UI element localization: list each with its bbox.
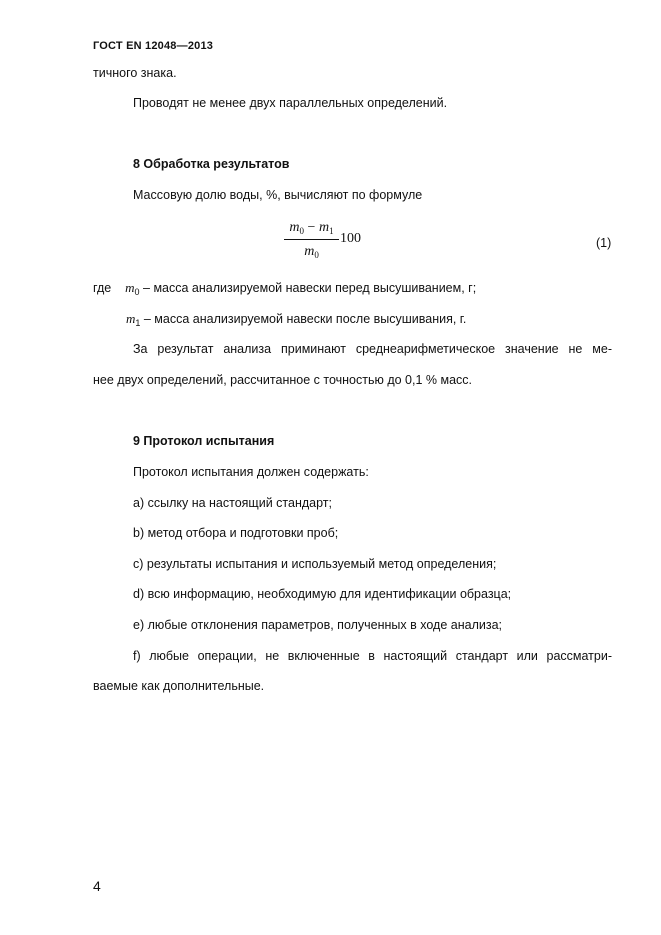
section-8-title: 8 Обработка результатов [133,157,290,171]
list-item-e: e) любые отклонения параметров, полученных в ходе анализа; [133,618,503,632]
list-item-f-line2: ваемые как дополнительные. [93,679,265,693]
section-9-title: 9 Протокол испытания [133,434,275,448]
formula-numerator: $m_0 - m_1$ [289,220,334,236]
formula-fraction [284,220,339,260]
page-number: 4 [93,878,101,894]
result-paragraph-line1: За результат анализа приминают среднеарифметическое значение не ме- [133,342,612,356]
section-9-intro: Протокол испытания должен содержать: [133,465,369,479]
fraction-bar [284,239,339,240]
paragraph-parallel: Проводят не менее двух параллельных определений. [133,96,448,110]
paragraph-continuation: тичного знака. [93,66,177,80]
equation-number: (1) [596,236,612,250]
definition-m0: где $m_0$ – масса анализируемой навески перед высушиванием, г; [93,280,477,297]
section-8-intro: Массовую долю воды, %, вычисляют по формуле [133,188,423,202]
document-header: ГОСТ EN 12048—2013 [93,40,214,52]
list-item-a: a) ссылку на настоящий стандарт; [133,496,332,510]
formula-multiplier: 100 [340,231,361,246]
list-item-c: c) результаты испытания и используемый метод определения; [133,557,497,571]
list-item-f-line1: f) любые операции, не включенные в настоящий стандарт или рассматри- [133,649,612,663]
list-item-b: b) метод отбора и подготовки проб; [133,526,339,540]
result-paragraph-line2: нее двух определений, рассчитанное с точностью до 0,1 % масс. [93,373,472,387]
where-word: где [93,281,112,295]
definition-m1: $m_1$ – масса анализируемой навески после высушивания, г. [126,311,467,328]
list-item-d: d) всю информацию, необходимую для идентификации образца; [133,587,512,601]
formula-denominator: $m_0$ [304,244,319,260]
